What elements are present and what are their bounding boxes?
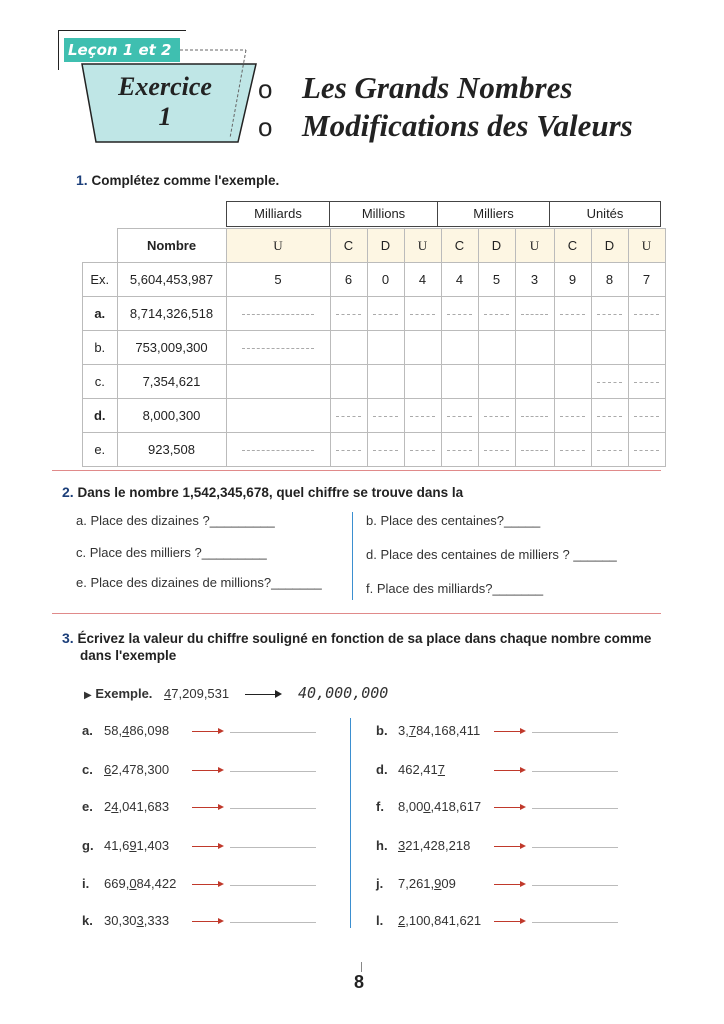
answer-cell[interactable] — [441, 433, 478, 467]
answer-cell[interactable] — [554, 297, 591, 331]
row-number: 753,009,300 — [117, 331, 226, 365]
answer-cell[interactable] — [367, 297, 404, 331]
answer-line[interactable] — [532, 922, 618, 923]
example-row — [84, 686, 229, 701]
place-header: C — [554, 229, 591, 263]
answer-cell[interactable] — [515, 297, 554, 331]
q3-item: d. 462,417 — [376, 762, 445, 777]
digit-cell: 4 — [441, 263, 478, 297]
digit-cell: 4 — [404, 263, 441, 297]
answer-cell[interactable] — [591, 433, 628, 467]
answer-line[interactable] — [532, 808, 618, 809]
red-arrow-icon — [192, 846, 222, 847]
row-number: 5,604,453,987 — [117, 263, 226, 297]
answer-cell[interactable] — [367, 331, 404, 365]
answer-cell[interactable] — [628, 399, 665, 433]
answer-cell[interactable] — [554, 365, 591, 399]
answer-cell[interactable] — [404, 399, 441, 433]
q2-item-a[interactable]: a. Place des dizaines ?_________ — [76, 513, 275, 528]
answer-cell[interactable] — [404, 331, 441, 365]
answer-cell[interactable] — [330, 365, 367, 399]
page-title-2: Modifications des Valeurs — [302, 108, 633, 143]
answer-line[interactable] — [532, 847, 618, 848]
answer-cell[interactable] — [628, 297, 665, 331]
q3-item: c. 62,478,300 — [82, 762, 170, 777]
q3-number: 3. — [62, 630, 74, 646]
answer-cell[interactable] — [591, 399, 628, 433]
answer-cell[interactable] — [404, 365, 441, 399]
answer-cell[interactable] — [478, 399, 515, 433]
group-milliers: Milliers — [437, 201, 550, 227]
q3-title — [62, 630, 651, 646]
q3-text-line1: Écrivez la valeur du chiffre souligné en fonction de sa place dans chaque nombre comme — [77, 631, 652, 646]
red-arrow-icon — [192, 921, 222, 922]
q3-item: l. 2,100,841,621 — [376, 913, 482, 928]
answer-line[interactable] — [230, 732, 316, 733]
answer-cell[interactable] — [628, 365, 665, 399]
answer-cell[interactable] — [226, 433, 330, 467]
answer-cell[interactable] — [515, 331, 554, 365]
red-arrow-icon — [192, 807, 222, 808]
answer-cell[interactable] — [515, 399, 554, 433]
answer-cell[interactable] — [441, 297, 478, 331]
answer-cell[interactable] — [591, 297, 628, 331]
group-milliards: Milliards — [226, 201, 330, 227]
title-bullet-1: o — [258, 74, 273, 104]
example-answer: 40,000,000 — [298, 684, 389, 702]
red-arrow-icon — [192, 731, 222, 732]
table-row-example — [83, 263, 666, 297]
answer-cell[interactable] — [330, 297, 367, 331]
q2-number-value: 1,542,345,678 — [182, 485, 269, 500]
q3-item: k. 30,303,333 — [82, 913, 170, 928]
example-label: Exemple. — [95, 686, 153, 701]
answer-cell[interactable] — [404, 433, 441, 467]
answer-cell[interactable] — [330, 331, 367, 365]
answer-line[interactable] — [532, 771, 618, 772]
digit-cell: 0 — [367, 263, 404, 297]
row-number: 7,354,621 — [117, 365, 226, 399]
q2-text-suffix: , quel chiffre se trouve dans la — [268, 485, 464, 500]
q2-item-d[interactable]: d. Place des centaines de milliers ? ______ — [366, 547, 617, 562]
red-arrow-icon — [494, 846, 524, 847]
place-header: U — [515, 229, 554, 263]
answer-cell[interactable] — [367, 433, 404, 467]
answer-cell[interactable] — [554, 399, 591, 433]
q2-item-f[interactable]: f. Place des milliards?_______ — [366, 581, 544, 596]
row-number: 8,000,300 — [117, 399, 226, 433]
place-header: U — [226, 229, 330, 263]
q1-text: Complétez comme l'exemple. — [91, 173, 280, 188]
exercise-title — [100, 72, 230, 132]
arrow-head-icon — [275, 690, 282, 698]
place-value-table — [82, 228, 666, 467]
q2-item-b[interactable]: b. Place des centaines?_____ — [366, 513, 541, 528]
section-divider — [52, 613, 661, 614]
answer-cell[interactable] — [515, 433, 554, 467]
row-label: Ex. — [83, 263, 118, 297]
answer-line[interactable] — [230, 808, 316, 809]
red-arrow-icon — [494, 884, 524, 885]
page-number: 8 — [354, 972, 365, 992]
nombre-header: Nombre — [117, 229, 226, 263]
q2-text-prefix: Dans le nombre — [77, 485, 179, 500]
answer-cell[interactable] — [330, 399, 367, 433]
page-title-1: Les Grands Nombres — [302, 70, 573, 105]
example-arrow — [245, 694, 277, 695]
answer-cell[interactable] — [441, 399, 478, 433]
exercise-number: 1 — [158, 102, 172, 131]
digit-cell: 8 — [591, 263, 628, 297]
red-arrow-icon — [192, 770, 222, 771]
q3-item: h. 321,428,218 — [376, 838, 471, 853]
q3-text-line2: dans l'exemple — [80, 648, 177, 663]
page-number-tick — [361, 962, 362, 972]
q3-item: a. 58,486,098 — [82, 723, 170, 738]
q3-item: i. 669,084,422 — [82, 876, 177, 891]
q3-item: g. 41,691,403 — [82, 838, 170, 853]
answer-line[interactable] — [230, 847, 316, 848]
answer-cell[interactable] — [591, 365, 628, 399]
q1-number: 1. — [76, 172, 88, 188]
row-label: c. — [83, 365, 118, 399]
row-number: 8,714,326,518 — [117, 297, 226, 331]
red-arrow-icon — [494, 807, 524, 808]
answer-line[interactable] — [230, 922, 316, 923]
section-divider — [52, 470, 661, 471]
lesson-tab: Leçon 1 et 2 — [64, 38, 180, 62]
answer-cell[interactable] — [226, 399, 330, 433]
example-number: 47,209,531 — [164, 686, 230, 701]
answer-cell[interactable] — [554, 433, 591, 467]
place-header: U — [628, 229, 665, 263]
digit-cell: 7 — [628, 263, 665, 297]
red-arrow-icon — [494, 921, 524, 922]
red-arrow-icon — [192, 884, 222, 885]
red-arrow-icon — [494, 770, 524, 771]
answer-line[interactable] — [532, 885, 618, 886]
q3-item: f. 8,000,418,617 — [376, 799, 482, 814]
q2-column-divider — [352, 512, 353, 600]
group-millions: Millions — [329, 201, 438, 227]
q3-item: e. 24,041,683 — [82, 799, 170, 814]
answer-cell[interactable] — [226, 331, 330, 365]
answer-cell[interactable] — [367, 399, 404, 433]
exercise-label: Exercice — [118, 72, 212, 101]
answer-cell[interactable] — [478, 365, 515, 399]
answer-cell[interactable] — [628, 331, 665, 365]
q2-item-c[interactable]: c. Place des milliers ?_________ — [76, 545, 267, 560]
row-label: b. — [83, 331, 118, 365]
answer-cell[interactable] — [226, 297, 330, 331]
place-header: D — [591, 229, 628, 263]
answer-cell[interactable] — [330, 433, 367, 467]
title-bullet-2: o — [258, 112, 273, 142]
answer-cell[interactable] — [404, 297, 441, 331]
answer-cell[interactable] — [478, 331, 515, 365]
q3-item: b. 3,784,168,411 — [376, 723, 481, 738]
q3-item: j. 7,261,909 — [376, 876, 456, 891]
q2-number: 2. — [62, 484, 74, 500]
digit-cell: 6 — [330, 263, 367, 297]
play-icon: ▶ — [84, 690, 92, 701]
row-label: e. — [83, 433, 118, 467]
answer-cell[interactable] — [441, 331, 478, 365]
q1-title — [76, 172, 279, 188]
answer-line[interactable] — [532, 732, 618, 733]
answer-cell[interactable] — [591, 331, 628, 365]
answer-cell[interactable] — [554, 331, 591, 365]
table-header-row — [83, 229, 666, 263]
answer-cell[interactable] — [628, 433, 665, 467]
red-arrow-icon — [494, 731, 524, 732]
answer-cell[interactable] — [441, 365, 478, 399]
row-label: a. — [83, 297, 118, 331]
row-label: d. — [83, 399, 118, 433]
digit-cell: 5 — [478, 263, 515, 297]
q2-item-e[interactable]: e. Place des dizaines de millions?_______ — [76, 575, 322, 590]
table-row — [83, 365, 666, 399]
answer-line[interactable] — [230, 885, 316, 886]
answer-cell[interactable] — [367, 365, 404, 399]
table-row — [83, 297, 666, 331]
q2-title — [62, 484, 463, 500]
answer-cell[interactable] — [478, 297, 515, 331]
group-unites: Unités — [549, 201, 661, 227]
digit-cell: 9 — [554, 263, 591, 297]
answer-cell[interactable] — [478, 433, 515, 467]
place-header: D — [478, 229, 515, 263]
answer-line[interactable] — [230, 771, 316, 772]
q3-column-divider — [350, 718, 351, 928]
table-row — [83, 399, 666, 433]
row-number: 923,508 — [117, 433, 226, 467]
place-header: U — [404, 229, 441, 263]
place-header: D — [367, 229, 404, 263]
table-row — [83, 433, 666, 467]
digit-cell: 3 — [515, 263, 554, 297]
place-header: C — [330, 229, 367, 263]
place-header: C — [441, 229, 478, 263]
table-row — [83, 331, 666, 365]
answer-cell[interactable] — [515, 365, 554, 399]
answer-cell[interactable] — [226, 365, 330, 399]
digit-cell: 5 — [226, 263, 330, 297]
